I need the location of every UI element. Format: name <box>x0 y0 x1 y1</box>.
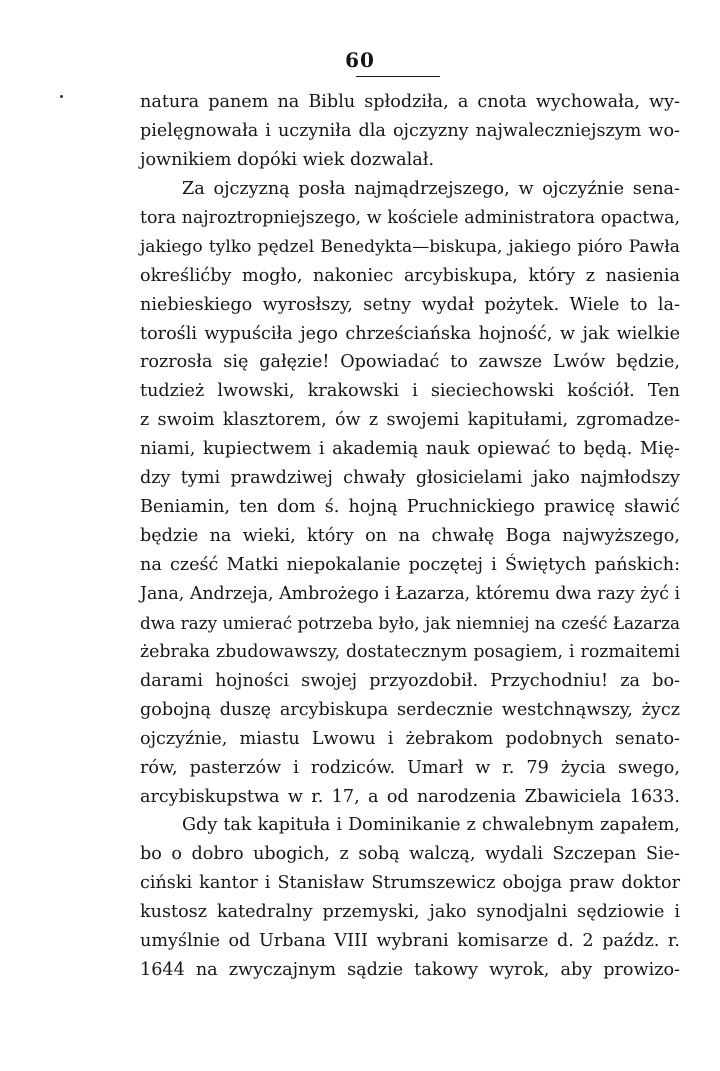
text-line: gobojną duszę arcybiskupa serdecznie westchnąwszy, życz <box>140 699 680 720</box>
text-line: jakiego tylko pędzel Benedykta—biskupa, jakiego pióro Pawła <box>140 236 680 257</box>
text-line: tudzież lwowski, krakowski i sieciechowski kościół. Ten <box>140 381 680 402</box>
text-line: tora najroztropniejszego, w kościele administratora opactwa, <box>140 207 680 228</box>
text-line: ojczyźnie, miastu Lwowu i żebrakom podobnych senato- <box>140 728 680 749</box>
text-line: żebraka zbudowawszy, dostatecznym posagiem, i rozmaitemi <box>140 641 680 662</box>
text-line: Za ojczyzną posła najmądrzejszego, w ojczyźnie sena- <box>182 178 680 199</box>
text-line: niebieskiego wyrosłszy, setny wydał pożytek. Wiele to la- <box>140 294 680 315</box>
text-line: jownikiem dopóki wiek dozwalał. <box>140 149 435 170</box>
text-line: pielęgnowała i uczyniła dla ojczyzny najwaleczniejszym wo- <box>140 120 680 141</box>
text-line: Beniamin, ten dom ś. hojną Pruchnickiego prawicę sławić <box>140 497 680 518</box>
text-line: z swoim klasztorem, ów z swojemi kapitułami, zgromadze- <box>140 410 680 431</box>
header-rule <box>356 76 440 77</box>
text-line: Jana, Andrzeja, Ambrożego i Łazarza, któremu dwa razy żyć i <box>140 583 680 604</box>
text-line: natura panem na Biblu spłodziła, a cnota wychowała, wy- <box>140 92 680 112</box>
text-line: dzy tymi prawdziwej chwały głosicielami jako najmłodszy <box>140 468 680 489</box>
text-line: torośli wypuściła jego chrześciańska hojność, w jak wielkie <box>140 323 680 344</box>
text-line: darami hojności swojej przyozdobił. Przychodniu! za bo- <box>140 670 680 691</box>
text-line: umyślnie od Urbana VIII wybrani komisarze d. 2 paźdz. r. <box>140 931 680 952</box>
page-number: 60 <box>345 48 375 72</box>
text-line: Gdy tak kapituła i Dominikanie z chwalebnym zapałem, <box>182 815 680 836</box>
text-line: będzie na wieki, który on na chwałę Boga najwyższego, <box>140 526 680 547</box>
text-line: 1644 na zwyczajnym sądzie takowy wyrok, aby prowizo- <box>140 960 680 981</box>
text-line: dwa razy umierać potrzeba było, jak niemniej na cześć Łazarza <box>140 612 680 633</box>
text-line: kustosz katedralny przemyski, jako synodjalni sędziowie i <box>140 902 680 923</box>
text-line: bo o dobro ubogich, z sobą walczą, wydali Szczepan Sie- <box>140 844 680 865</box>
text-line: określićby mogło, nakoniec arcybiskupa, który z nasienia <box>140 265 680 286</box>
text-line: arcybiskupstwa w r. 17, a od narodzenia Zbawiciela 1633. <box>140 786 680 807</box>
text-line: na cześć Matki niepokalanie poczętej i Świętych pańskich: <box>140 555 680 575</box>
text-line: rozrosła się gałęzie! Opowiadać to zawsze Lwów będzie, <box>140 352 680 373</box>
text-line: niami, kupiectwem i akademią nauk opiewać to będą. Mię- <box>140 439 680 460</box>
text-line: ciński kantor i Stanisław Strumszewicz obojga praw doktor <box>140 873 680 894</box>
ink-speck <box>60 95 63 98</box>
body-text <box>140 88 680 985</box>
text-line: rów, pasterzów i rodziców. Umarł w r. 79 życia swego, <box>140 757 680 778</box>
